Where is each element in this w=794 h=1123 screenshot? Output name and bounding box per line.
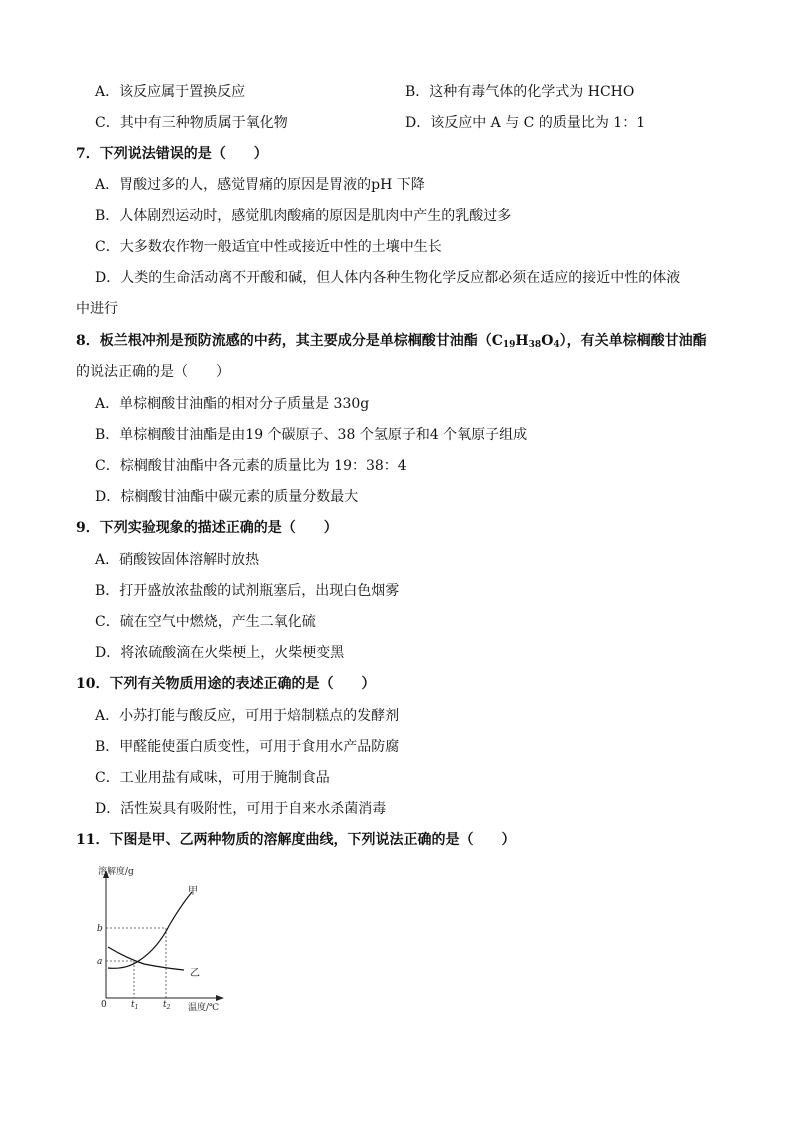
q7-option-c: C．大多数农作物一般适宜中性或接近中性的土壤中生长 [95,239,442,255]
x-axis-arrow [216,995,224,1001]
q6-option-d: D．该反应中 A 与 C 的质量比为 1：1 [405,115,646,131]
q10-option-c: C．工业用盐有咸味，可用于腌制食品 [95,770,330,786]
q7-stem: 7．下列说法错误的是（ ） [76,146,268,162]
q8-option-d: D．棕榈酸甘油酯中碳元素的质量分数最大 [95,489,359,505]
tick-label-t1 [131,1000,138,1011]
q8-stem-part1: 8．板兰根冲剂是预防流感的中药，其主要成分是单棕榈酸甘油酯（C [76,333,503,349]
q8-option-b: B．单棕榈酸甘油酯是由19 个碳原子、38 个氢原子和4 个氧原子组成 [95,427,528,443]
tick-label-t2-base: t [163,1000,167,1010]
q8-stem-continued: 的说法正确的是（ ） [76,364,230,380]
q8-formula-sub-c: 19 [502,340,516,350]
q8-stem-part2: ），有关单棕榈酸甘油酯 [559,333,707,349]
q11-stem: 11．下图是甲、乙两种物质的溶解度曲线，下列说法正确的是（ ） [76,832,516,848]
q8-formula-sub-h: 38 [528,340,542,350]
q10-option-b: B．甲醛能使蛋白质变性，可用于食用水产品防腐 [95,739,400,755]
q8-formula-h: H [515,333,529,349]
q9-stem: 9．下列实验现象的描述正确的是（ ） [76,520,338,536]
curve-label-yi: 乙 [190,968,200,979]
q8-formula-sub-o: 4 [553,340,560,350]
q8-option-a: A．单棕榈酸甘油酯的相对分子质量是 330g [95,396,370,412]
tick-label-t1-sub: 1 [134,1004,139,1011]
q9-option-b: B．打开盛放浓盐酸的试剂瓶塞后，出现白色烟雾 [95,583,400,599]
curve-yi [108,947,184,970]
tick-label-t1-base: t [131,1000,135,1010]
q7-option-a: A．胃酸过多的人，感觉胃痛的原因是胃液的pH 下降 [95,177,425,193]
curve-jia [108,892,192,968]
q7-option-d-continued: 中进行 [76,301,118,317]
tick-label-b: b [97,924,103,934]
q9-option-c: C．硫在空气中燃烧，产生二氧化硫 [95,614,316,630]
q6-option-c: C．其中有三种物质属于氧化物 [95,115,288,131]
curve-label-jia: 甲 [188,886,198,897]
q7-option-d: D．人类的生命活动离不开酸和碱，但人体内各种生物化学反应都必须在适应的接近中性的体液 [95,270,681,286]
y-axis-label: 溶解度/g [98,867,134,877]
q6-option-a: A．该反应属于置换反应 [95,84,246,100]
solubility-figure [90,864,230,1014]
q8-formula-o: O [541,333,554,349]
q10-stem: 10．下列有关物质用途的表述正确的是（ ） [76,676,376,692]
q8-stem [76,332,707,354]
q10-option-d: D．活性炭具有吸附性，可用于自来水杀菌消毒 [95,801,387,817]
q7-option-b: B．人体剧烈运动时，感觉肌肉酸痛的原因是肌肉中产生的乳酸过多 [95,208,512,224]
origin-label: 0 [101,1000,107,1010]
tick-label-t2 [163,1000,171,1011]
q9-option-a: A．硝酸铵固体溶解时放热 [95,552,260,568]
tick-label-t2-sub: 2 [166,1004,171,1011]
q8-option-c: C．棕榈酸甘油酯中各元素的质量比为 19：38：4 [95,458,407,474]
q10-option-a: A．小苏打能与酸反应，可用于焙制糕点的发酵剂 [95,708,400,724]
q6-option-b: B．这种有毒气体的化学式为 HCHO [405,84,635,100]
x-axis-label: 温度/℃ [188,1003,220,1013]
tick-label-a: a [97,957,103,967]
q9-option-d: D．将浓硫酸滴在火柴梗上，火柴梗变黑 [95,645,345,661]
